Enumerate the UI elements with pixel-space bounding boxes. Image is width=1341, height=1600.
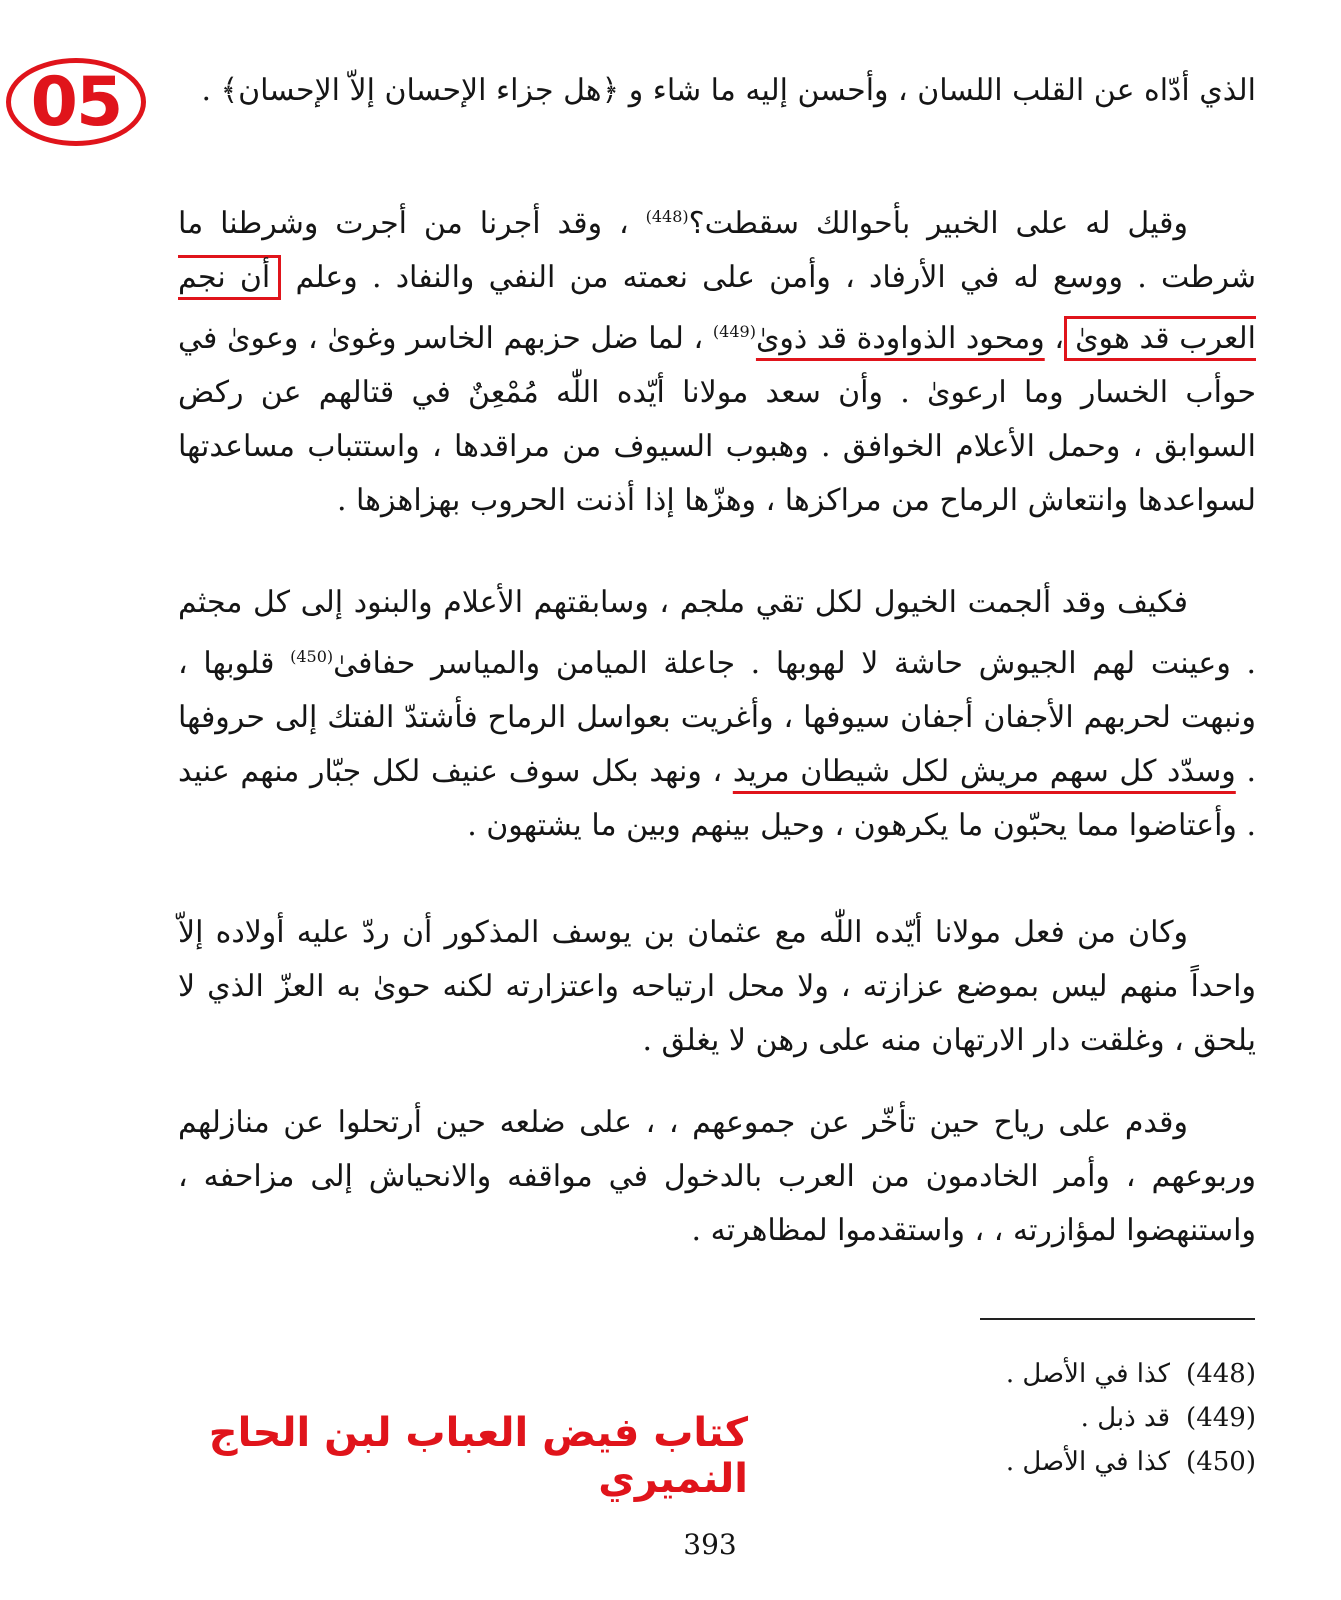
footnotes — [930, 1352, 1256, 1484]
p2-text-a: وقيل له على الخبير بأحوالك سقطت؟ — [688, 206, 1188, 241]
page-number-badge — [6, 58, 146, 146]
footnote-449 — [930, 1396, 1256, 1440]
footnote-text: كذا في الأصل . — [1005, 1447, 1171, 1477]
paragraph-3 — [178, 576, 1256, 853]
footnote-448 — [930, 1352, 1256, 1396]
paragraph-4: وكان من فعل مولانا أيّده اللّٰه مع عثمان بن يوسف المذكور أن ردّ عليه أولاده إلاّ واحداً منهم ليس بموضع عزازته ، ولا محل ارتياحه واعتزارته لكنه حوىٰ به العزّ الذي لا يلحق ، وغلقت دار الارتهان منه على رهن لا يغلق . — [178, 915, 1256, 1058]
highlight-underline-1: ومحود الذواودة قد ذوىٰ — [755, 321, 1045, 356]
footnote-number: (448) — [1186, 1359, 1256, 1389]
paragraph-opening — [178, 64, 1256, 118]
footnote-number: (450) — [1186, 1447, 1256, 1477]
paragraph-group-4 — [178, 906, 1256, 1068]
highlight-underline-2: وسدّد كل سهم مريش لكل شيطان مريد — [732, 754, 1236, 789]
footnote-divider — [980, 1318, 1255, 1320]
footnote-number: (449) — [1186, 1403, 1256, 1433]
footnote-450 — [930, 1440, 1256, 1484]
paragraph-2 — [178, 190, 1256, 528]
paragraph-5: وقدم على رياح حين تأخّر عن جموعهم ، ، على ضلعه حين أرتحلوا عن منازلهم وربوعهم ، وأمر الخادمون من العرب بالدخول في مواقفه والانحياش إلى مزاحفه ، واستنهضوا لمؤازرته ، ، واستقدموا لمظاهرته . — [178, 1105, 1256, 1248]
footnote-ref-449[interactable]: (449) — [712, 322, 756, 341]
book-title-caption: كتاب فيض العباب لبن الحاج النميري — [208, 1410, 748, 1502]
p2-text-d: ، لما ضل حزبهم الخاسر وغوىٰ ، وعوىٰ في حوأب الخسار وما ارعوىٰ . وأن سعد مولانا أيّده اللّٰه مُمْعِنٌ في قتالهم عن ركض السوابق ، وحمل الأعلام الخوافق . وهبوب السيوف من مراقدها ، واستتباب مساعدتها لسواعدها وانتعاش الرماح من مراكزها ، وهزّها إذا أذنت الحروب بهزاهزها . — [178, 321, 1256, 518]
footnote-text: قد ذبل . — [1080, 1403, 1171, 1433]
paragraph-group-5 — [178, 1096, 1256, 1258]
badge-number: 05 — [30, 62, 122, 142]
p2-text-c: ، — [1044, 321, 1065, 356]
footnote-text: كذا في الأصل . — [1005, 1359, 1171, 1389]
paragraph-1: الذي أدّاه عن القلب اللسان ، وأحسن إليه ما شاء و ﴿هل جزاء الإحسان إلاّ الإحسان﴾ . — [201, 73, 1256, 108]
p3-text-b: قلوبها ، ونبهت لحربهم الأجفان أجفان سيوفها ، وأغريت بعواسل الرماح فأشتدّ الفتك إلى حروفها . — [178, 646, 1256, 789]
p2-text-b: ، وقد أجرنا من أجرت وشرطنا ما شرطت . ووسع له في الأرفاد ، وأمن على نعمته من النفي والنفاد . وعلم — [178, 206, 1257, 295]
footnote-ref-448[interactable]: (448) — [645, 207, 689, 226]
footnote-ref-450[interactable]: (450) — [290, 647, 334, 666]
highlight-box: أن نجم العرب قد هوىٰ — [178, 255, 1256, 361]
paragraph-group-3 — [178, 576, 1256, 853]
p3-text-c: ، ونهد بكل سوف عنيف لكل جبّار منهم عنيد . وأعتاضوا مما يحبّون ما يكرهون ، وحيل بينهم وبين ما يشتهون . — [178, 754, 1256, 843]
page-number: 393 — [683, 1528, 737, 1561]
paragraph-group-2 — [178, 190, 1256, 528]
p3-text-a: فكيف وقد ألجمت الخيول لكل تقي ملجم ، وسابقتهم الأعلام والبنود إلى كل مجثم . وعينت لهم الجيوش حاشة لا لهوبها . جاعلة الميامن والمياسر حفافىٰ — [178, 585, 1256, 681]
